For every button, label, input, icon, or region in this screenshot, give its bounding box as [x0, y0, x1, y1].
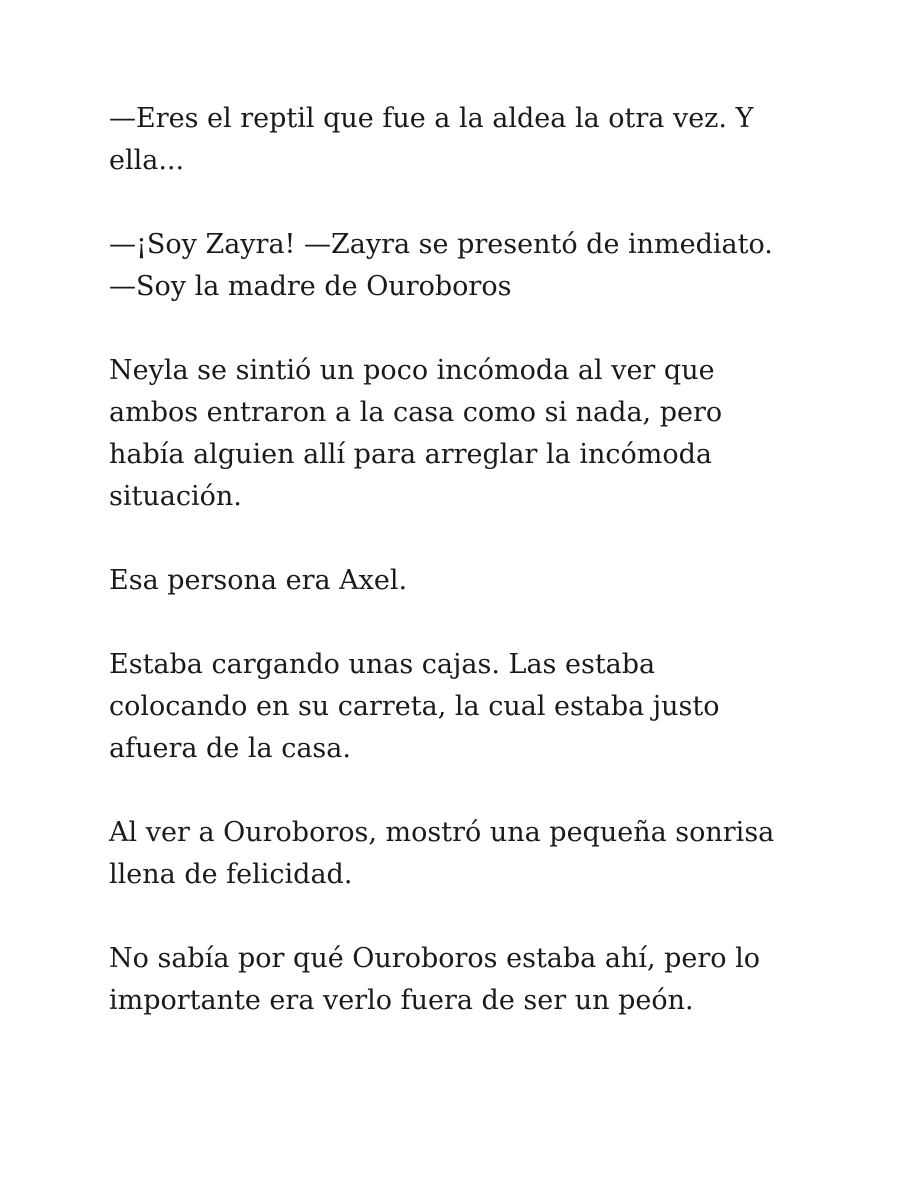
text-line: Al ver a Ouroboros, mostró una pequeña sonrisa: [109, 817, 775, 848]
paragraph-7: [109, 938, 809, 1022]
text-line: había alguien allí para arreglar la incómoda: [109, 439, 712, 470]
paragraph-5: [109, 644, 809, 770]
text-line: afuera de la casa.: [109, 733, 351, 764]
text-line: Estaba cargando unas cajas. Las estaba: [109, 649, 656, 680]
paragraph-4: [109, 560, 809, 602]
text-line: importante era verlo fuera de ser un peón.: [109, 985, 694, 1016]
paragraph-3: [109, 350, 809, 518]
text-line: Neyla se sintió un poco incómoda al ver que: [109, 355, 715, 386]
text-line: Esa persona era Axel.: [109, 565, 408, 596]
text-line: ella...: [109, 145, 185, 176]
paragraph-1: [109, 98, 809, 182]
text-line: —Eres el reptil que fue a la aldea la otra vez. Y: [109, 103, 754, 134]
paragraph-6: [109, 812, 809, 896]
text-line: situación.: [109, 481, 242, 512]
text-line: —¡Soy Zayra! —Zayra se presentó de inmediato.: [109, 229, 773, 260]
text-line: —Soy la madre de Ouroboros: [109, 271, 512, 302]
text-line: colocando en su carreta, la cual estaba justo: [109, 691, 720, 722]
paragraph-2: [109, 224, 809, 308]
document-body: [109, 98, 809, 1064]
text-line: ambos entraron a la casa como si nada, pero: [109, 397, 723, 428]
text-line: llena de felicidad.: [109, 859, 353, 890]
text-line: No sabía por qué Ouroboros estaba ahí, pero lo: [109, 943, 761, 974]
